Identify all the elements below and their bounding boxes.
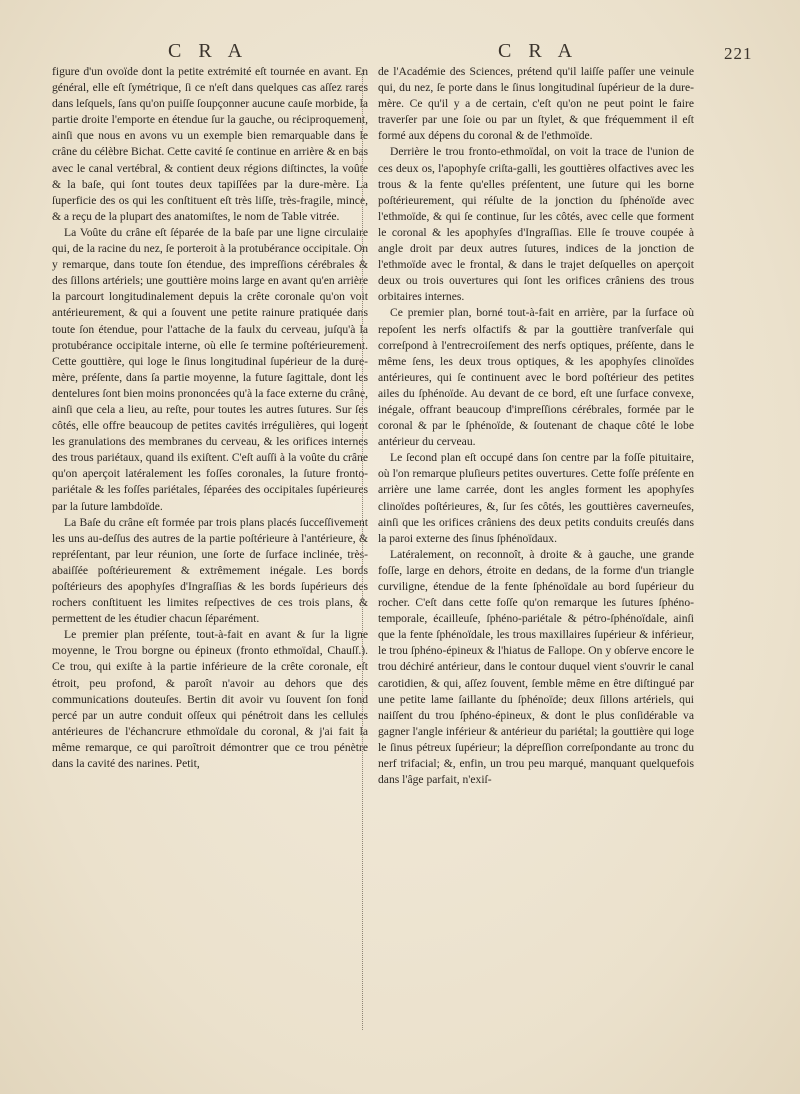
paragraph: Le ſecond plan eſt occupé dans ſon centre par la foſſe pituitaire, où l'on remarque pluſieurs petites ouvertures. Cette foſſe préſente en arrière une lame carrée, dont les angles forment les apophyſes clinoïdes poſtérieures, &, ſur ſes côtés, les gouttières caverneuſes, ainſi que les orifices crâniens des deux petits conduits creuſés dans la paroi externe des ſinus ſphénoïdaux. (378, 451, 694, 545)
paragraph: Ce premier plan, borné tout-à-fait en arrière, par la ſurface où repoſent les nerfs olfactifs & par la gouttière tranſverſale qui correſpond à l'entrecroiſement des nerfs optiques, préſente, dans le même ſens, les deux trous optiques, & les apophyſes clinoïdes antérieures, qui ſe continuent avec le bord poſtérieur des petites ailes du ſphénoïde. Au devant de ce bord, eſt une ſurface convexe, inégale, offrant beaucoup d'impreſſions cérébrales, formée par le coronal & par le ſphénoïde, & ſoutenant de chaque côté le lobe antérieur du cerveau. (378, 306, 694, 449)
page-number: 221 (724, 44, 753, 63)
paragraph: La Voûte du crâne eſt ſéparée de la baſe par une ligne circulaire qui, de la racine du nez, ſe porteroit à la protubérance occipitale. On y remarque, dans toute ſon étendue, des impreſſions cérébrales & des ſillons artériels; une gouttière moins large en avant qu'en arrière la parcourt longitudinalement depuis la crête coronale qu'on voit antérieurement, & qui a ſouvent une petite rainure pratiquée dans toute ſon étendue, pour l'attache de la faulx du cerveau, juſqu'à la protubérance occipitale interne, où elle ſe termine poſtérieurement. Cette gouttière, qui loge le ſinus longitudinal ſupérieur de la dure-mère, préſente, dans ſa partie moyenne, la future ſagittale, dont les dentelures ſont bien moins prononcées qu'à la face externe du crâne, ainſi que cela a lieu, au reſte, pour toutes les autres ſutures. Sur ſes côtés, elle offre beaucoup de petites cavités irrégulières, qui logent les granulations des membranes du cerveau, & les orifices internes des trous pariétaux, quand ils exiſtent. C'eſt auſſi à la voûte du crâne qu'on aperçoit latéralement les foſſes coronales, la ſuture fronto-pariétale & les foſſes pariétales, ſéparées des occipitales ſupérieures par la ſuture lambdoïde. (52, 225, 368, 513)
header-left-title: C R A (168, 40, 249, 62)
paragraph: Le premier plan préſente, tout-à-fait en avant & ſur la ligne moyenne, le Trou borgne ou épineux (fronto ethmoïdal, Chauſſ.). Ce trou, qui exiſte à la partie inférieure de la crête coronale, eſt étroit, peu profond, & paroît n'avoir au dehors que des communications douteuſes. Bertin dit avoir vu ſouvent ſon fond percé par un autre conduit oſſeux qui pénétroit dans les cellules antérieures de l'échancrure ethmoïdale du coronal, & j'ai fait la même remarque, ce qui paroîtroit démontrer que ce trou pénètre dans la cavité des narines. Petit, (52, 628, 368, 771)
right-column (378, 64, 694, 788)
paragraph: de l'Académie des Sciences, prétend qu'il laiſſe paſſer une veinule qui, du nez, ſe porte dans le ſinus longitudinal ſupérieur de la dure-mère. Ce qu'il y a de certain, c'eſt qu'on ne peut point le faire traverſer par une ſoie ou par un ſtylet, & que fréquemment il eſt formé aux dépens du coronal & de l'ethmoïde. (378, 65, 694, 143)
paragraph: Latéralement, on reconnoît, à droite & à gauche, une grande foſſe, large en dehors, étroite en dedans, de la forme d'un triangle curviligne, étendue de la fente ſphénoïdale au bord ſupérieur du rocher. C'eſt dans cette foſſe qu'on remarque les ſutures ſphéno-temporale, écailleuſe, ſphéno-pariétale & pétro-ſphénoïdale, ainſi que la fente ſphénoïdale, les trous maxillaires ſupérieur & inférieur, le trou ſphéno-épineux & l'hiatus de Fallope. On y obſerve encore le trou déchiré antérieur, dans le contour duquel vient s'ouvrir le canal carotidien, & qui, aſſez ſouvent, ſemble même en être diſtingué par une petite lame ſaillante du ſphénoïde; deux ſillons artériels, qui naiſſent du trou ſphéno-épineux, & dont le plus conſidérable va gagner l'angle inférieur & antérieur du pariétal; la gouttière qui loge le ſinus pétreux ſupérieur; la dépreſſion correſpondante au tronc du nerf trifacial; &, enfin, un trou peu marqué, manquant quelquefois dans l'âge parfait, n'exiſ- (378, 547, 694, 787)
column-divider (362, 70, 363, 1030)
header-right-title: C R A (498, 40, 579, 62)
left-column (52, 64, 368, 772)
paragraph: Derrière le trou fronto-ethmoïdal, on voit la trace de l'union de ces deux os, l'apophyſe criſta-galli, les gouttières olfactives avec les trous & la fente qu'elles préſentent, une ſuture qui les borne poſtérieurement, qui réſulte de la jonction du ſphénoïde avec l'ethmoïde, & qui ſe continue, ſur les côtés, avec celle que forment le coronal & les apophyſes d'Ingraſſias. Elle ſe trouve coupée à angle droit par deux autres ſutures, indices de la jonction de l'ethmoïde avec le frontal, & dans le trajet deſquelles on aperçoit deux ou trois ouvertures qui ſont les orifices crâniens des trous orbitaires internes. (378, 145, 694, 304)
paragraph: figure d'un ovoïde dont la petite extrémité eſt tournée en avant. En général, elle eſt ſymétrique, ſi ce n'eſt dans quelques cas aſſez rares dans leſquels, ſans qu'on puiſſe ſoupçonner aucune cauſe morbide, la partie droite l'emporte en étendue ſur la gauche, ou réciproquement, ainſi que nous en avons vu un exemple bien remarquable dans le crâne du célèbre Bichat. Cette cavité ſe continue en arrière & en bas avec le canal vertébral, & contient deux régions diſtinctes, la voûte & la baſe, qui ſont toutes deux tapiſſées par la dure-mère. La ſuperficie des os qui les conſtituent eſt très liſſe, très-fragile, mince, & a reçu de la plupart des anatomiſtes, le nom de Table vitrée. (52, 65, 368, 223)
paragraph: La Baſe du crâne eſt formée par trois plans placés ſucceſſivement les uns au-deſſus des autres de la partie poſtérieure à l'antérieure, & repréſentant, par leur réunion, une ſorte de ſurface inclinée, très-abaiſſée poſtérieurement & extrêmement inégale. Les bords poſtérieurs des apophyſes d'Ingraſſias & les bords ſupérieurs des rochers conſtituent les limites reſpectives de ces trois plans, & permettent de les étudier chacun ſéparément. (52, 515, 368, 626)
